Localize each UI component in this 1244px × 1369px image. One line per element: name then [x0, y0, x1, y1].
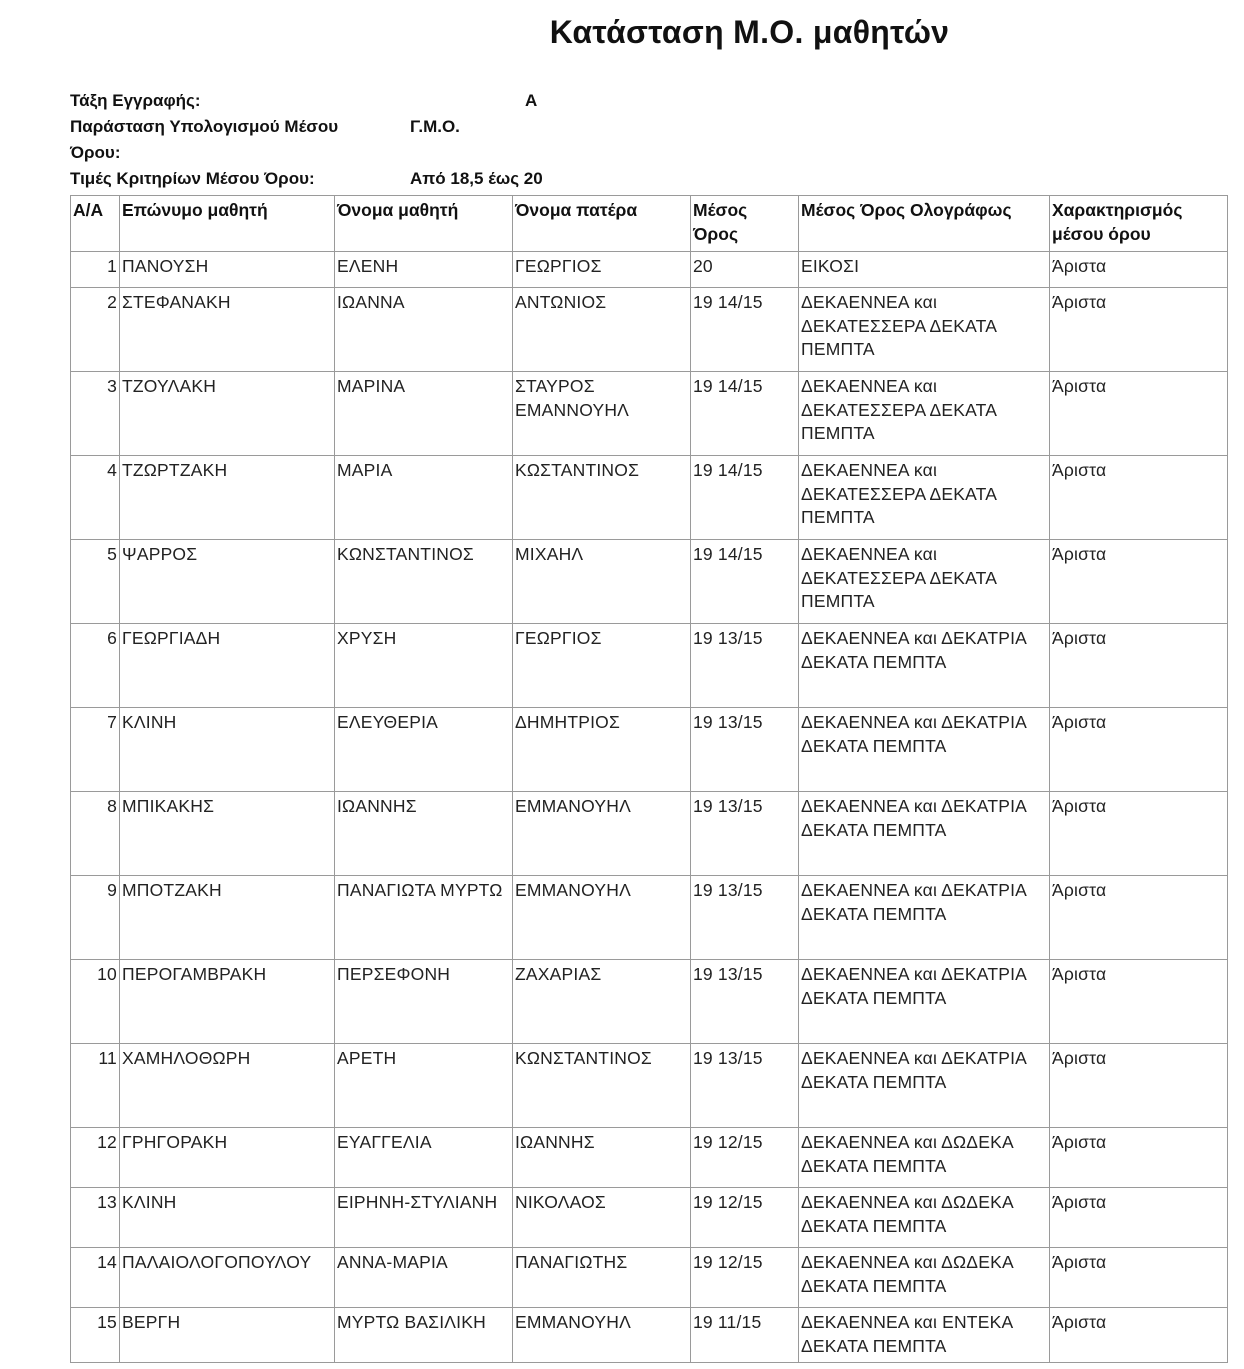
cell-name: ΕΛΕΝΗ [335, 252, 513, 288]
cell-average-words: ΔΕΚΑΕΝΝΕΑ και ΔΕΚΑΤΕΣΣΕΡΑ ΔΕΚΑΤΑ ΠΕΜΠΤΑ [799, 456, 1050, 540]
table-row [71, 624, 1228, 708]
representation-row [70, 114, 630, 166]
cell-name: ΜΥΡΤΩ ΒΑΣΙΛΙΚΗ [335, 1308, 513, 1363]
cell-average-words: ΔΕΚΑΕΝΝΕΑ και ΕΝΤΕΚΑ ΔΕΚΑΤΑ ΠΕΜΠΤΑ [799, 1308, 1050, 1363]
table-row [71, 456, 1228, 540]
cell-father: ΣΤΑΥΡΟΣ ΕΜΑΝΝΟΥΗΛ [513, 372, 691, 456]
report-metadata [70, 88, 630, 192]
cell-average-words: ΔΕΚΑΕΝΝΕΑ και ΔΕΚΑΤΡΙΑ ΔΕΚΑΤΑ ΠΕΜΠΤΑ [799, 960, 1050, 1044]
cell-grade: Άριστα [1050, 1308, 1228, 1363]
cell-average: 19 13/15 [691, 1044, 799, 1128]
cell-average: 19 13/15 [691, 960, 799, 1044]
header-aa: Α/Α [71, 196, 120, 252]
table-row [71, 540, 1228, 624]
cell-grade: Άριστα [1050, 1128, 1228, 1188]
cell-father: ΠΑΝΑΓΙΩΤΗΣ [513, 1248, 691, 1308]
cell-average: 19 13/15 [691, 624, 799, 708]
cell-name: ΠΑΝΑΓΙΩΤΑ ΜΥΡΤΩ [335, 876, 513, 960]
cell-average: 19 12/15 [691, 1128, 799, 1188]
cell-grade: Άριστα [1050, 372, 1228, 456]
cell-name: ΕΛΕΥΘΕΡΙΑ [335, 708, 513, 792]
cell-grade: Άριστα [1050, 708, 1228, 792]
cell-average: 19 14/15 [691, 372, 799, 456]
cell-aa: 8 [71, 792, 120, 876]
cell-name: ΠΕΡΣΕΦΟΝΗ [335, 960, 513, 1044]
cell-grade: Άριστα [1050, 1044, 1228, 1128]
class-row [70, 88, 630, 114]
cell-aa: 3 [71, 372, 120, 456]
representation-label: Παράσταση Υπολογισμού Μέσου Όρου: [70, 117, 339, 162]
cell-grade: Άριστα [1050, 1188, 1228, 1248]
cell-name: ΑΝΝΑ-ΜΑΡΙΑ [335, 1248, 513, 1308]
header-father: Όνομα πατέρα [513, 196, 691, 252]
cell-average-words: ΔΕΚΑΕΝΝΕΑ και ΔΕΚΑΤΡΙΑ ΔΕΚΑΤΑ ΠΕΜΠΤΑ [799, 708, 1050, 792]
cell-average-words: ΔΕΚΑΕΝΝΕΑ και ΔΕΚΑΤΕΣΣΕΡΑ ΔΕΚΑΤΑ ΠΕΜΠΤΑ [799, 540, 1050, 624]
cell-father: ΝΙΚΟΛΑΟΣ [513, 1188, 691, 1248]
cell-surname: ΣΤΕΦΑΝΑΚΗ [120, 288, 335, 372]
cell-average: 19 14/15 [691, 540, 799, 624]
cell-average-words: ΕΙΚΟΣΙ [799, 252, 1050, 288]
cell-average-words: ΔΕΚΑΕΝΝΕΑ και ΔΩΔΕΚΑ ΔΕΚΑΤΑ ΠΕΜΠΤΑ [799, 1248, 1050, 1308]
cell-aa: 5 [71, 540, 120, 624]
cell-average: 19 11/15 [691, 1308, 799, 1363]
table-row [71, 1188, 1228, 1248]
cell-surname: ΧΑΜΗΛΟΘΩΡΗ [120, 1044, 335, 1128]
cell-surname: ΓΡΗΓΟΡΑΚΗ [120, 1128, 335, 1188]
cell-name: ΧΡΥΣΗ [335, 624, 513, 708]
header-average-words: Μέσος Όρος Ολογράφως [799, 196, 1050, 252]
table-row [71, 1044, 1228, 1128]
cell-grade: Άριστα [1050, 876, 1228, 960]
cell-grade: Άριστα [1050, 288, 1228, 372]
class-label: Τάξη Εγγραφής: [70, 91, 201, 110]
cell-aa: 6 [71, 624, 120, 708]
cell-father: ΕΜΜΑΝΟΥΗΛ [513, 1308, 691, 1363]
cell-name: ΕΙΡΗΝΗ-ΣΤΥΛΙΑΝΗ [335, 1188, 513, 1248]
table-row [71, 708, 1228, 792]
cell-aa: 12 [71, 1128, 120, 1188]
cell-father: ΜΙΧΑΗΛ [513, 540, 691, 624]
cell-father: ΕΜΜΑΝΟΥΗΛ [513, 876, 691, 960]
cell-surname: ΓΕΩΡΓΙΑΔΗ [120, 624, 335, 708]
cell-aa: 10 [71, 960, 120, 1044]
cell-surname: ΨΑΡΡΟΣ [120, 540, 335, 624]
cell-average: 19 12/15 [691, 1248, 799, 1308]
cell-average: 19 14/15 [691, 456, 799, 540]
cell-average: 19 14/15 [691, 288, 799, 372]
cell-father: ΙΩΑΝΝΗΣ [513, 1128, 691, 1188]
cell-father: ΕΜΜΑΝΟΥΗΛ [513, 792, 691, 876]
cell-father: ΚΩΝΣΤΑΝΤΙΝΟΣ [513, 1044, 691, 1128]
cell-aa: 9 [71, 876, 120, 960]
cell-name: ΜΑΡΙΝΑ [335, 372, 513, 456]
cell-grade: Άριστα [1050, 792, 1228, 876]
cell-average: 19 13/15 [691, 792, 799, 876]
cell-surname: ΤΖΩΡΤΖΑΚΗ [120, 456, 335, 540]
cell-father: ΚΩΣΤΑΝΤΙΝΟΣ [513, 456, 691, 540]
cell-grade: Άριστα [1050, 540, 1228, 624]
cell-aa: 15 [71, 1308, 120, 1363]
table-row [71, 792, 1228, 876]
table-row [71, 288, 1228, 372]
header-name: Όνομα μαθητή [335, 196, 513, 252]
cell-grade: Άριστα [1050, 456, 1228, 540]
cell-grade: Άριστα [1050, 624, 1228, 708]
table-row [71, 960, 1228, 1044]
cell-aa: 1 [71, 252, 120, 288]
cell-average-words: ΔΕΚΑΕΝΝΕΑ και ΔΕΚΑΤΡΙΑ ΔΕΚΑΤΑ ΠΕΜΠΤΑ [799, 1044, 1050, 1128]
table-row [71, 1248, 1228, 1308]
header-grade: Χαρακτηρισμός μέσου όρου [1050, 196, 1228, 252]
cell-surname: ΜΠΟΤΖΑΚΗ [120, 876, 335, 960]
cell-father: ΔΗΜΗΤΡΙΟΣ [513, 708, 691, 792]
cell-aa: 13 [71, 1188, 120, 1248]
criteria-row [70, 166, 630, 192]
cell-average-words: ΔΕΚΑΕΝΝΕΑ και ΔΕΚΑΤΡΙΑ ΔΕΚΑΤΑ ΠΕΜΠΤΑ [799, 792, 1050, 876]
cell-aa: 7 [71, 708, 120, 792]
cell-name: ΑΡΕΤΗ [335, 1044, 513, 1128]
table-row [71, 1308, 1228, 1363]
cell-average-words: ΔΕΚΑΕΝΝΕΑ και ΔΕΚΑΤΕΣΣΕΡΑ ΔΕΚΑΤΑ ΠΕΜΠΤΑ [799, 372, 1050, 456]
cell-surname: ΒΕΡΓΗ [120, 1308, 335, 1363]
cell-grade: Άριστα [1050, 1248, 1228, 1308]
cell-name: ΙΩΑΝΝΗΣ [335, 792, 513, 876]
cell-father: ΖΑΧΑΡΙΑΣ [513, 960, 691, 1044]
table-row [71, 876, 1228, 960]
table-row [71, 252, 1228, 288]
cell-average-words: ΔΕΚΑΕΝΝΕΑ και ΔΩΔΕΚΑ ΔΕΚΑΤΑ ΠΕΜΠΤΑ [799, 1128, 1050, 1188]
cell-average: 19 13/15 [691, 876, 799, 960]
cell-aa: 11 [71, 1044, 120, 1128]
cell-aa: 14 [71, 1248, 120, 1308]
cell-average: 19 13/15 [691, 708, 799, 792]
cell-surname: ΠΑΝΟΥΣΗ [120, 252, 335, 288]
cell-name: ΙΩΑΝΝΑ [335, 288, 513, 372]
cell-average-words: ΔΕΚΑΕΝΝΕΑ και ΔΩΔΕΚΑ ΔΕΚΑΤΑ ΠΕΜΠΤΑ [799, 1188, 1050, 1248]
page-title: Κατάσταση Μ.Ο. μαθητών [549, 14, 950, 50]
cell-average-words: ΔΕΚΑΕΝΝΕΑ και ΔΕΚΑΤΡΙΑ ΔΕΚΑΤΑ ΠΕΜΠΤΑ [799, 876, 1050, 960]
cell-aa: 2 [71, 288, 120, 372]
header-average: Μέσος Όρος [691, 196, 799, 252]
table-row [71, 372, 1228, 456]
cell-father: ΑΝΤΩΝΙΟΣ [513, 288, 691, 372]
criteria-label: Τιμές Κριτηρίων Μέσου Όρου: [70, 169, 315, 188]
cell-surname: ΜΠΙΚΑΚΗΣ [120, 792, 335, 876]
cell-surname: ΚΛΙΝΗ [120, 708, 335, 792]
table-header-row [71, 196, 1228, 252]
header-surname: Επώνυμο μαθητή [120, 196, 335, 252]
cell-name: ΕΥΑΓΓΕΛΙΑ [335, 1128, 513, 1188]
students-average-table [70, 195, 1228, 1363]
cell-surname: ΤΖΟΥΛΑΚΗ [120, 372, 335, 456]
cell-surname: ΠΑΛΑΙΟΛΟΓΟΠΟΥΛΟΥ [120, 1248, 335, 1308]
representation-value: Γ.Μ.Ο. [410, 117, 460, 136]
cell-father: ΓΕΩΡΓΙΟΣ [513, 624, 691, 708]
cell-surname: ΠΕΡΟΓΑΜΒΡΑΚΗ [120, 960, 335, 1044]
cell-average-words: ΔΕΚΑΕΝΝΕΑ και ΔΕΚΑΤΡΙΑ ΔΕΚΑΤΑ ΠΕΜΠΤΑ [799, 624, 1050, 708]
cell-average-words: ΔΕΚΑΕΝΝΕΑ και ΔΕΚΑΤΕΣΣΕΡΑ ΔΕΚΑΤΑ ΠΕΜΠΤΑ [799, 288, 1050, 372]
cell-aa: 4 [71, 456, 120, 540]
criteria-value: Από 18,5 έως 20 [410, 169, 543, 188]
cell-grade: Άριστα [1050, 252, 1228, 288]
table-row [71, 1128, 1228, 1188]
class-value: Α [525, 91, 538, 110]
cell-grade: Άριστα [1050, 960, 1228, 1044]
cell-name: ΜΑΡΙΑ [335, 456, 513, 540]
cell-surname: ΚΛΙΝΗ [120, 1188, 335, 1248]
cell-average: 19 12/15 [691, 1188, 799, 1248]
cell-average: 20 [691, 252, 799, 288]
cell-father: ΓΕΩΡΓΙΟΣ [513, 252, 691, 288]
cell-name: ΚΩΝΣΤΑΝΤΙΝΟΣ [335, 540, 513, 624]
